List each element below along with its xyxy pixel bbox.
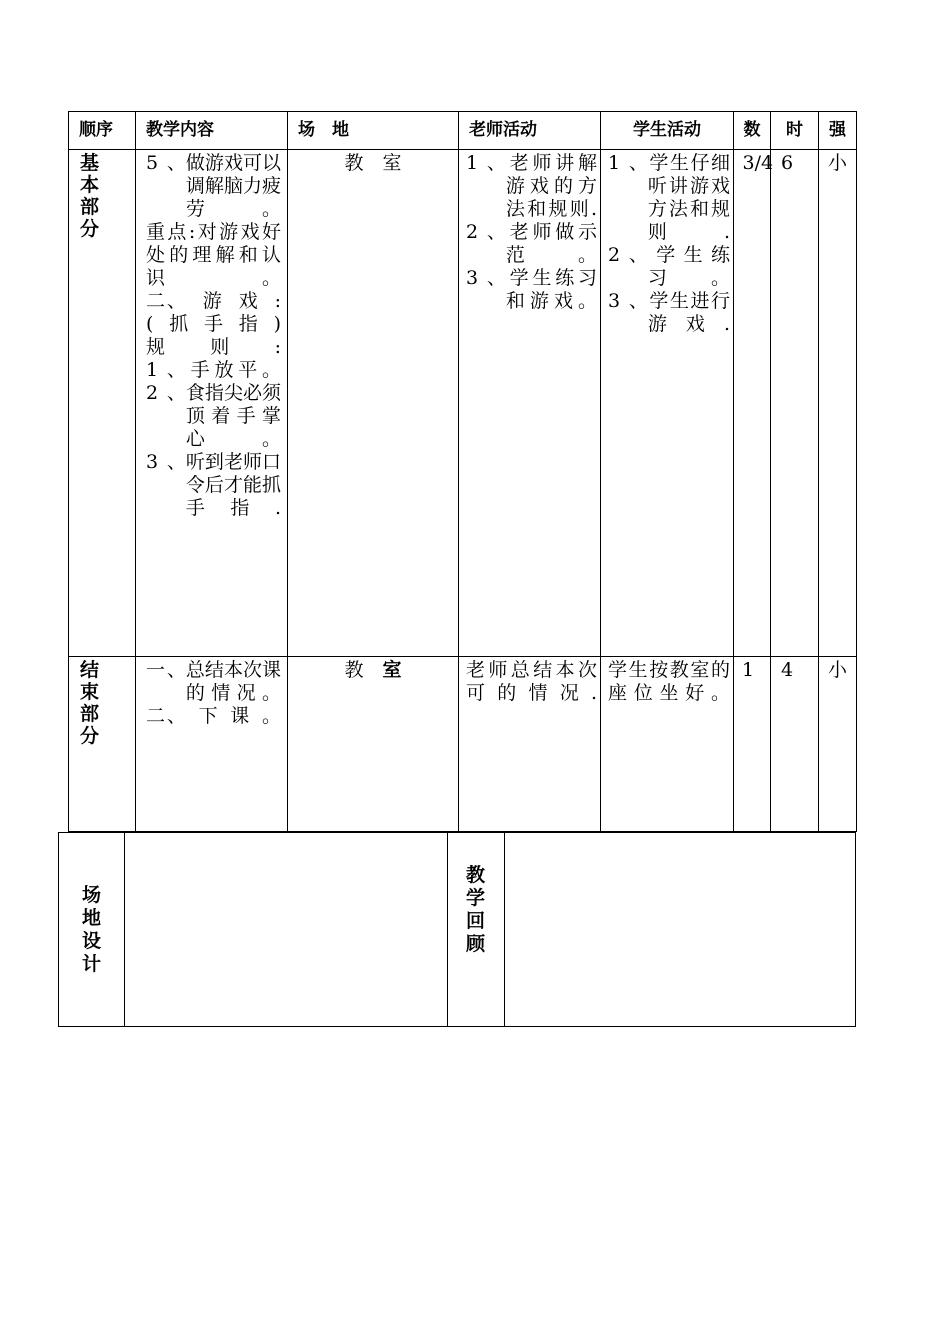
- design-review-row: [59, 833, 856, 1027]
- header-intensity: 强: [819, 112, 857, 150]
- list-item: [146, 336, 281, 359]
- item-text: (抓手指): [146, 313, 281, 335]
- design-review-table: [58, 832, 856, 1027]
- list-item: [146, 152, 281, 221]
- header-order: 顺序: [69, 112, 136, 150]
- end-intensity: 小: [827, 659, 847, 681]
- review-label: 教学回顾: [466, 863, 486, 955]
- review-area: [505, 833, 856, 1027]
- basic-intensity: 小: [827, 152, 847, 174]
- end-content: [136, 657, 288, 832]
- item-number: 一、: [146, 659, 186, 681]
- header-row: [69, 112, 857, 150]
- list-item: [608, 244, 730, 290]
- item-number: 3、: [466, 267, 506, 289]
- item-number: 2、: [146, 382, 186, 404]
- item-text: 老师讲解游戏的方法和规则.: [505, 152, 597, 220]
- basic-teacher: [459, 150, 601, 657]
- end-time: 4: [781, 659, 794, 681]
- item-number: 1、: [608, 152, 648, 174]
- item-text: 手放平。: [185, 359, 281, 381]
- item-text: 学生练习。: [647, 244, 730, 289]
- list-item: [466, 152, 597, 221]
- end-section-row: [69, 657, 857, 832]
- list-item: [146, 221, 281, 290]
- item-text: 学生练习和游戏。: [505, 267, 597, 312]
- item-number: 2、: [608, 244, 648, 266]
- list-item: [146, 290, 281, 313]
- list-item: [146, 359, 281, 382]
- list-item: [146, 451, 281, 520]
- item-number: 2、: [466, 221, 506, 243]
- basic-venue: 教 室: [344, 152, 402, 174]
- item-number: 3、: [146, 451, 186, 473]
- list-item: [146, 382, 281, 451]
- item-number: 5、: [146, 152, 186, 174]
- item-text: 下课。: [185, 705, 281, 727]
- basic-student: [601, 150, 734, 657]
- item-number: 1、: [466, 152, 506, 174]
- site-design-area: [125, 833, 448, 1027]
- end-venue-b: 室: [382, 659, 402, 681]
- list-item: [146, 659, 281, 705]
- item-text: 做游戏可以调解脑力疲劳。: [185, 152, 281, 220]
- end-section-label: 结束部分: [80, 659, 100, 747]
- item-text: 学生仔细听讲游戏方法和规则.: [647, 152, 730, 243]
- basic-section-label: 基本部分: [80, 152, 100, 240]
- header-content: 教学内容: [136, 112, 288, 150]
- item-number: 二、: [146, 705, 186, 727]
- list-item: [608, 290, 730, 336]
- basic-time: 6: [781, 152, 794, 174]
- list-item: [608, 152, 730, 244]
- basic-count: 3/4: [742, 152, 774, 174]
- list-item: [146, 313, 281, 336]
- item-text: 规则:: [146, 336, 281, 358]
- list-item: [466, 267, 597, 313]
- basic-content: [136, 150, 288, 657]
- end-venue-a: 教: [344, 659, 364, 681]
- site-design-label: 场地设计: [82, 883, 102, 975]
- item-text: 听到老师口令后才能抓手指.: [185, 451, 281, 519]
- basic-section-row: [69, 150, 857, 657]
- list-item: [146, 705, 281, 728]
- item-number: 1、: [146, 359, 186, 381]
- end-count: 1: [742, 659, 755, 681]
- item-text: 食指尖必须顶着手掌心。: [185, 382, 281, 450]
- header-venue: 场 地: [288, 112, 459, 150]
- item-text: 重点:对游戏好处的理解和认识。: [146, 221, 281, 289]
- header-teacher: 老师活动: [459, 112, 601, 150]
- list-item: [466, 221, 597, 267]
- item-text: 游戏:: [185, 290, 281, 312]
- lesson-plan-table: [68, 111, 857, 832]
- item-number: 3、: [608, 290, 648, 312]
- item-text: 总结本次课的情况。: [185, 659, 281, 704]
- item-text: 老师做示范。: [505, 221, 597, 266]
- header-student: 学生活动: [601, 112, 734, 150]
- end-student: 学生按教室的座位坐好。: [608, 659, 730, 704]
- end-teacher: 老师总结本次可的情况.: [466, 659, 597, 704]
- item-number: 二、: [146, 290, 186, 312]
- header-time: 时: [771, 112, 819, 150]
- header-count: 数: [734, 112, 771, 150]
- item-text: 学生进行游戏.: [647, 290, 730, 335]
